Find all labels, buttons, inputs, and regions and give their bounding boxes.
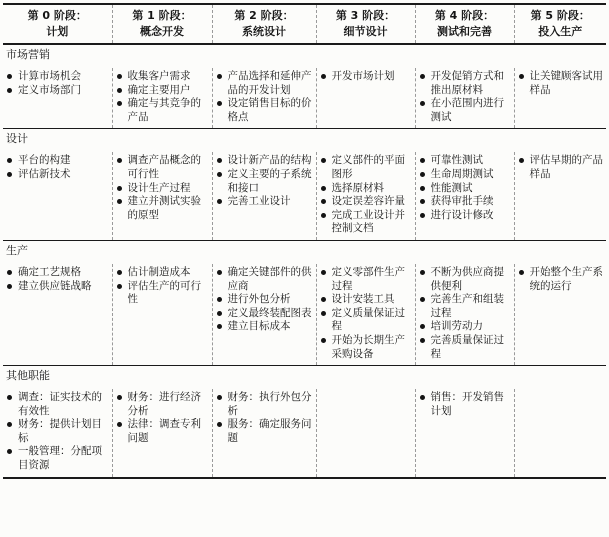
stage-number: 第 1 阶段：: [132, 9, 192, 22]
activity-list: [418, 70, 512, 124]
activity-item: 定义部件的平面图形: [319, 154, 413, 181]
activity-item: 法律：调查专利问题: [115, 418, 210, 445]
activity-list: [319, 154, 413, 236]
stage-title: 细节设计: [343, 25, 388, 38]
activity-cell: [514, 152, 606, 240]
activity-cell: [316, 152, 415, 240]
activity-item: 让关键顾客试用样品: [517, 70, 605, 97]
activity-item: 产品选择和延伸产品的开发计划: [215, 70, 314, 97]
activity-list: [418, 391, 512, 418]
activity-list: [115, 70, 210, 124]
activity-item: 选择原材料: [319, 182, 413, 196]
activity-cell: [112, 264, 212, 366]
activity-cell: [212, 152, 316, 240]
activity-item: 财务：提供计划目标: [5, 418, 110, 445]
activity-list: [5, 266, 110, 293]
section-activities-row: [3, 68, 606, 129]
activity-item: 评估新技术: [5, 168, 110, 182]
activity-cell: [415, 68, 514, 129]
activity-item: 设计新产品的结构: [215, 154, 314, 168]
activity-item: 生命周期测试: [418, 168, 512, 182]
activity-list: [5, 70, 110, 97]
activity-item: 建立并测试实验的原型: [115, 195, 210, 222]
section-heading: 设计: [3, 129, 606, 153]
activity-item: 定义最终装配图表: [215, 307, 314, 321]
activity-item: 定义主要的子系统和接口: [215, 168, 314, 195]
activity-list: [215, 70, 314, 124]
section-row: [3, 366, 606, 390]
activity-cell: [112, 68, 212, 129]
stage-number: 第 5 阶段：: [530, 9, 590, 22]
activity-list: [215, 266, 314, 334]
stage-number: 第 4 阶段：: [434, 9, 495, 22]
activity-item: 不断为供应商提供便利: [418, 266, 512, 293]
activity-item: 进行外包分析: [215, 293, 314, 307]
activity-item: 确定主要用户: [115, 84, 210, 98]
activity-item: 定义质量保证过程: [319, 307, 413, 334]
section-activities-row: [3, 264, 606, 366]
section-heading: 生产: [3, 240, 606, 264]
section-activities-row: [3, 389, 606, 478]
stage-number: 第 0 阶段：: [27, 9, 87, 22]
activity-item: 培训劳动力: [418, 320, 512, 334]
activity-item: 评估早期的产品样品: [517, 154, 605, 181]
stage-title: 概念开发: [140, 25, 184, 38]
activity-item: 财务：进行经济分析: [115, 391, 210, 418]
activity-list: [517, 70, 605, 97]
activity-item: 获得审批手续: [418, 195, 512, 209]
activity-item: 完善质量保证过程: [418, 334, 512, 361]
activity-item: 进行设计修改: [418, 209, 512, 223]
stage-header-1: [112, 4, 212, 44]
stage-header: [3, 4, 606, 44]
activity-cell: [212, 389, 316, 478]
section-row: [3, 240, 606, 264]
activity-list: [115, 266, 210, 307]
activity-cell: [316, 264, 415, 366]
activity-item: 可靠性测试: [418, 154, 512, 168]
activity-list: [115, 391, 210, 445]
stage-number: 第 3 阶段：: [335, 9, 396, 22]
activity-cell: [3, 264, 112, 366]
activity-cell: [415, 152, 514, 240]
stage-title: 投入生产: [538, 25, 583, 38]
activity-item: 完成工业设计并控制文档: [319, 209, 413, 236]
activity-item: 完善生产和组装过程: [418, 293, 512, 320]
activity-list: [5, 154, 110, 181]
activity-cell: [112, 389, 212, 478]
activity-list: [215, 154, 314, 208]
section-row: [3, 44, 606, 68]
activity-item: 完善工业设计: [215, 195, 314, 209]
activity-item: 设定误差容许量: [319, 195, 413, 209]
activity-cell: [212, 68, 316, 129]
activity-cell: [3, 152, 112, 240]
activity-item: 建立供应链战略: [5, 280, 110, 294]
activity-cell: [212, 264, 316, 366]
activity-item: 建立目标成本: [215, 320, 314, 334]
activity-list: [319, 70, 413, 84]
stage-header-3: [316, 4, 415, 44]
activity-item: 销售：开发销售计划: [418, 391, 512, 418]
section-row: [3, 129, 606, 153]
stage-title: 测试和完善: [437, 25, 492, 38]
activity-item: 定义零部件生产过程: [319, 266, 413, 293]
activity-item: 在小范围内进行测试: [418, 97, 512, 124]
activity-item: 确定工艺规格: [5, 266, 110, 280]
activity-item: 定义市场部门: [5, 84, 110, 98]
activity-list: [319, 266, 413, 361]
stage-number: 第 2 阶段：: [234, 9, 294, 22]
activity-item: 设计安装工具: [319, 293, 413, 307]
section-activities-row: [3, 152, 606, 240]
activity-cell: [316, 389, 415, 478]
activity-item: 设计生产过程: [115, 182, 210, 196]
activity-cell: [514, 264, 606, 366]
stage-header-4: [415, 4, 514, 44]
stage-header-row: [3, 4, 606, 44]
activity-item: 收集客户需求: [115, 70, 210, 84]
activity-item: 开始整个生产系统的运行: [517, 266, 605, 293]
activity-cell: [415, 389, 514, 478]
stage-header-0: [3, 4, 112, 44]
activity-cell: [415, 264, 514, 366]
stage-header-2: [212, 4, 316, 44]
activity-item: 调查：证实技术的有效性: [5, 391, 110, 418]
activity-item: 确定关键部件的供应商: [215, 266, 314, 293]
activity-cell: [3, 389, 112, 478]
activity-item: 确定与其竞争的产品: [115, 97, 210, 124]
activity-item: 开发促销方式和推出原材料: [418, 70, 512, 97]
activity-item: 评估生产的可行性: [115, 280, 210, 307]
stage-title: 系统设计: [242, 25, 286, 38]
activity-item: 估计制造成本: [115, 266, 210, 280]
activity-item: 服务：确定服务问题: [215, 418, 314, 445]
activity-list: [418, 154, 512, 222]
activity-item: 性能测试: [418, 182, 512, 196]
stage-title: 计划: [46, 25, 69, 38]
activity-cell: [514, 389, 606, 478]
activity-cell: [112, 152, 212, 240]
section-heading: 其他职能: [3, 366, 606, 390]
activity-list: [5, 391, 110, 473]
activity-item: 计算市场机会: [5, 70, 110, 84]
activity-cell: [514, 68, 606, 129]
activity-item: 开发市场计划: [319, 70, 413, 84]
activity-cell: [316, 68, 415, 129]
section-heading: 市场营销: [3, 44, 606, 68]
activity-cell: [3, 68, 112, 129]
activity-list: [115, 154, 210, 222]
stage-header-5: [514, 4, 606, 44]
activity-item: 调查产品概念的可行性: [115, 154, 210, 181]
activity-list: [517, 266, 605, 293]
activity-item: 平台的构建: [5, 154, 110, 168]
stage-activity-table: [3, 3, 606, 479]
activity-list: [517, 154, 605, 181]
stage-table-body: [3, 44, 606, 478]
activity-item: 财务：执行外包分析: [215, 391, 314, 418]
activity-list: [418, 266, 512, 361]
activity-item: 开始为长期生产采购设备: [319, 334, 413, 361]
activity-item: 一般管理：分配项目资源: [5, 445, 110, 472]
activity-item: 设定销售目标的价格点: [215, 97, 314, 124]
activity-list: [215, 391, 314, 445]
